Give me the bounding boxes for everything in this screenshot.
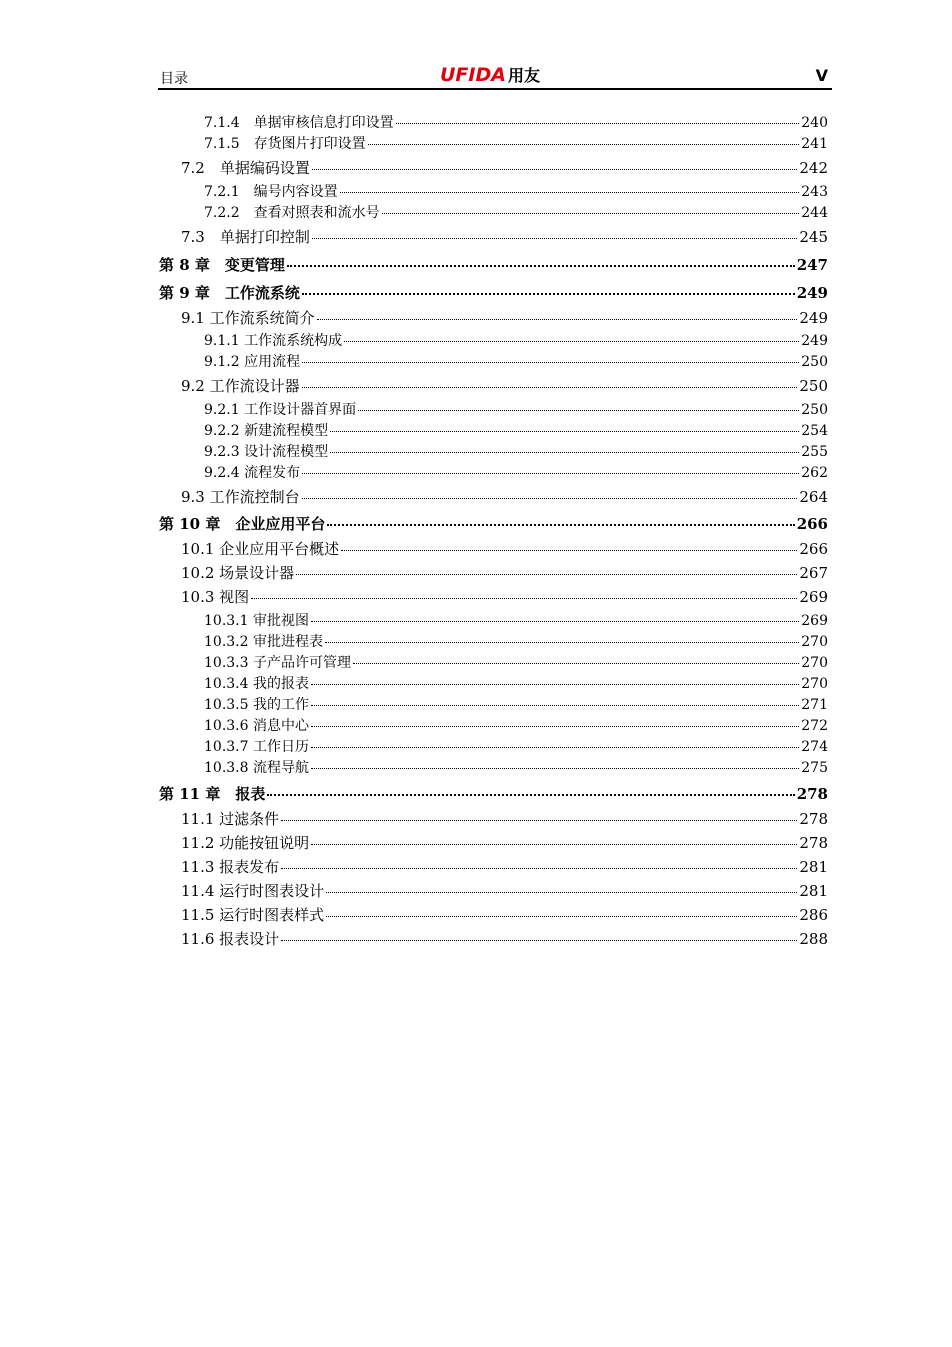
dot-leader: [302, 361, 799, 363]
toc-entry-title: 10.3.1 审批视图: [204, 613, 309, 629]
toc-entry-title: 10.1 企业应用平台概述: [181, 540, 340, 558]
toc-entry-page: 249: [801, 333, 828, 349]
toc-entry-level2[interactable]: [181, 486, 828, 507]
dot-leader: [312, 237, 798, 239]
toc-entry-page: 266: [799, 540, 828, 558]
dot-leader: [327, 523, 794, 526]
toc-entry-page: 241: [801, 136, 828, 152]
toc-entry-page: 270: [801, 634, 828, 650]
toc-entry-page: 271: [801, 697, 828, 713]
dot-leader: [281, 819, 797, 821]
toc-entry-title: 10.3.4 我的报表: [204, 676, 309, 692]
toc-entry-level3[interactable]: [204, 610, 828, 630]
dot-leader: [317, 318, 798, 320]
toc-entry-page: 243: [801, 184, 828, 200]
toc-entry-title: 第 8 章 变更管理: [159, 256, 285, 274]
toc-entry-page: 247: [796, 256, 828, 274]
dot-leader: [353, 662, 799, 664]
toc-entry-page: 281: [799, 858, 828, 876]
toc-entry-title: 9.2.1 工作设计器首界面: [204, 402, 357, 418]
toc-entry-level2[interactable]: [181, 808, 828, 829]
toc-entry-level2[interactable]: [181, 375, 828, 396]
dot-leader: [311, 843, 797, 845]
dot-leader: [311, 725, 799, 727]
toc-entry-title: 7.2 单据编码设置: [181, 159, 310, 177]
toc-entry-title: 10.3.3 子产品许可管理: [204, 655, 351, 671]
toc-entry-level2[interactable]: [181, 307, 828, 328]
dot-leader: [302, 472, 799, 474]
toc-entry-level2[interactable]: [181, 832, 828, 853]
dot-leader: [341, 549, 797, 551]
toc-entry-page: 275: [801, 760, 828, 776]
toc-entry-level1[interactable]: [159, 254, 828, 275]
toc-entry-page: 245: [799, 228, 828, 246]
toc-entry-title: 9.1.2 应用流程: [204, 354, 301, 370]
toc-entry-page: 250: [801, 402, 828, 418]
toc-entry-title: 10.3.6 消息中心: [204, 718, 309, 734]
toc-entry-title: 11.4 运行时图表设计: [181, 882, 325, 900]
toc-entry-title: 11.3 报表发布: [181, 858, 280, 876]
toc-entry-page: 254: [801, 423, 828, 439]
toc-entry-level1[interactable]: [159, 282, 828, 303]
toc-entry-title: 11.2 功能按钮说明: [181, 834, 310, 852]
toc-entry-level2[interactable]: [181, 904, 828, 925]
toc-entry-page: 249: [799, 309, 828, 327]
toc-entry-level2[interactable]: [181, 880, 828, 901]
toc-entry-level1[interactable]: [159, 783, 828, 804]
toc-entry-level3[interactable]: [204, 462, 828, 482]
toc-entry-level3[interactable]: [204, 441, 828, 461]
toc-entry-level3[interactable]: [204, 133, 828, 153]
toc-entry-level2[interactable]: [181, 562, 828, 583]
toc-entry-page: 250: [801, 354, 828, 370]
toc-entry-page: 267: [799, 564, 828, 582]
toc-entry-level2[interactable]: [181, 586, 828, 607]
toc-entry-level3[interactable]: [204, 631, 828, 651]
toc-entry-title: 第 10 章 企业应用平台: [159, 515, 326, 533]
dot-leader: [302, 386, 798, 388]
dot-leader: [302, 292, 795, 295]
toc-entry-page: 272: [801, 718, 828, 734]
header-section-title: 目录: [160, 71, 188, 87]
dot-leader: [326, 891, 797, 893]
dot-leader: [302, 497, 798, 499]
toc-entry-level2[interactable]: [181, 157, 828, 178]
toc-entry-level3[interactable]: [204, 330, 828, 350]
toc-entry-title: 7.3 单据打印控制: [181, 228, 310, 246]
toc-entry-page: 240: [801, 115, 828, 131]
toc-entry-page: 255: [801, 444, 828, 460]
toc-entry-level3[interactable]: [204, 399, 828, 419]
dot-leader: [312, 168, 798, 170]
toc-entry-page: 250: [799, 377, 828, 395]
toc-entry-title: 7.2.1 编号内容设置: [204, 184, 338, 200]
page-header: [158, 62, 832, 90]
toc-entry-page: 288: [799, 930, 828, 948]
toc-entry-title: 9.2 工作流设计器: [181, 377, 300, 395]
toc-entry-title: 10.3.2 审批进程表: [204, 634, 323, 650]
toc-entry-title: 第 11 章 报表: [159, 785, 266, 803]
toc-entry-title: 第 9 章 工作流系统: [159, 284, 300, 302]
toc-entry-title: 9.2.2 新建流程模型: [204, 423, 329, 439]
toc-entry-level3[interactable]: [204, 715, 828, 735]
toc-entry-title: 9.1.1 工作流系统构成: [204, 333, 343, 349]
toc-entry-level3[interactable]: [204, 652, 828, 672]
toc-entry-title: 10.3 视图: [181, 588, 250, 606]
dot-leader: [296, 573, 797, 575]
toc-entry-level3[interactable]: [204, 112, 828, 132]
toc-entry-level1[interactable]: [159, 513, 828, 534]
dot-leader: [358, 409, 799, 411]
toc-entry-page: 270: [801, 655, 828, 671]
toc-entry-level3[interactable]: [204, 694, 828, 714]
dot-leader: [311, 620, 799, 622]
toc-entry-level3[interactable]: [204, 736, 828, 756]
dot-leader: [340, 191, 800, 193]
toc-entry-level3[interactable]: [204, 181, 828, 201]
toc-entry-page: 278: [799, 834, 828, 852]
toc-entry-page: 242: [799, 159, 828, 177]
toc-entry-page: 262: [801, 465, 828, 481]
dot-leader: [344, 340, 799, 342]
toc-entry-page: 249: [796, 284, 828, 302]
toc-entry-level3[interactable]: [204, 202, 828, 222]
toc-entry-page: 286: [799, 906, 828, 924]
dot-leader: [330, 430, 799, 432]
dot-leader: [325, 641, 799, 643]
toc-entry-level3[interactable]: [204, 673, 828, 693]
dot-leader: [396, 122, 800, 124]
dot-leader: [311, 767, 799, 769]
toc-entry-title: 7.1.5 存货图片打印设置: [204, 136, 366, 152]
toc-entry-page: 274: [801, 739, 828, 755]
toc-entry-level3[interactable]: [204, 757, 828, 777]
toc-entry-title: 7.2.2 查看对照表和流水号: [204, 205, 380, 221]
toc-entry-title: 11.1 过滤条件: [181, 810, 280, 828]
toc-entry-title: 10.3.5 我的工作: [204, 697, 309, 713]
toc-entry-page: 269: [801, 613, 828, 629]
toc-entry-level3[interactable]: [204, 351, 828, 371]
toc-entry-title: 11.5 运行时图表样式: [181, 906, 325, 924]
dot-leader: [382, 212, 800, 214]
dot-leader: [368, 143, 800, 145]
toc-entry-page: 278: [796, 785, 828, 803]
toc-entry-title: 9.2.3 设计流程模型: [204, 444, 329, 460]
toc-entry-title: 10.3.8 流程导航: [204, 760, 309, 776]
brand-logo: [440, 63, 540, 86]
toc-entry-title: 10.2 场景设计器: [181, 564, 295, 582]
toc-entry-title: 9.3 工作流控制台: [181, 488, 300, 506]
toc-entry-page: 281: [799, 882, 828, 900]
header-page-number: V: [815, 66, 828, 85]
toc-entry-page: 264: [799, 488, 828, 506]
dot-leader: [281, 939, 797, 941]
toc-entry-page: 266: [796, 515, 828, 533]
toc-entry-title: 9.2.4 流程发布: [204, 465, 301, 481]
toc-entry-page: 269: [799, 588, 828, 606]
toc-entry-title: 11.6 报表设计: [181, 930, 280, 948]
dot-leader: [287, 264, 795, 267]
toc-entry-level2[interactable]: [181, 856, 828, 877]
brand-cn-text: 用友: [507, 66, 540, 85]
toc-entry-level2[interactable]: [181, 226, 828, 247]
toc-entry-page: 244: [801, 205, 828, 221]
toc-entry-title: 9.1 工作流系统简介: [181, 309, 315, 327]
toc-entry-title: 7.1.4 单据审核信息打印设置: [204, 115, 394, 131]
toc-entry-title: 10.3.7 工作日历: [204, 739, 309, 755]
toc-entry-level2[interactable]: [181, 538, 828, 559]
dot-leader: [251, 597, 797, 599]
dot-leader: [311, 683, 799, 685]
dot-leader: [267, 793, 794, 796]
dot-leader: [330, 451, 799, 453]
toc-entry-page: 278: [799, 810, 828, 828]
dot-leader: [281, 867, 797, 869]
dot-leader: [311, 746, 799, 748]
dot-leader: [326, 915, 797, 917]
brand-logo-text: UFIDA: [440, 64, 506, 86]
toc-entry-level3[interactable]: [204, 420, 828, 440]
toc-entry-page: 270: [801, 676, 828, 692]
dot-leader: [311, 704, 799, 706]
toc-entry-level2[interactable]: [181, 928, 828, 949]
